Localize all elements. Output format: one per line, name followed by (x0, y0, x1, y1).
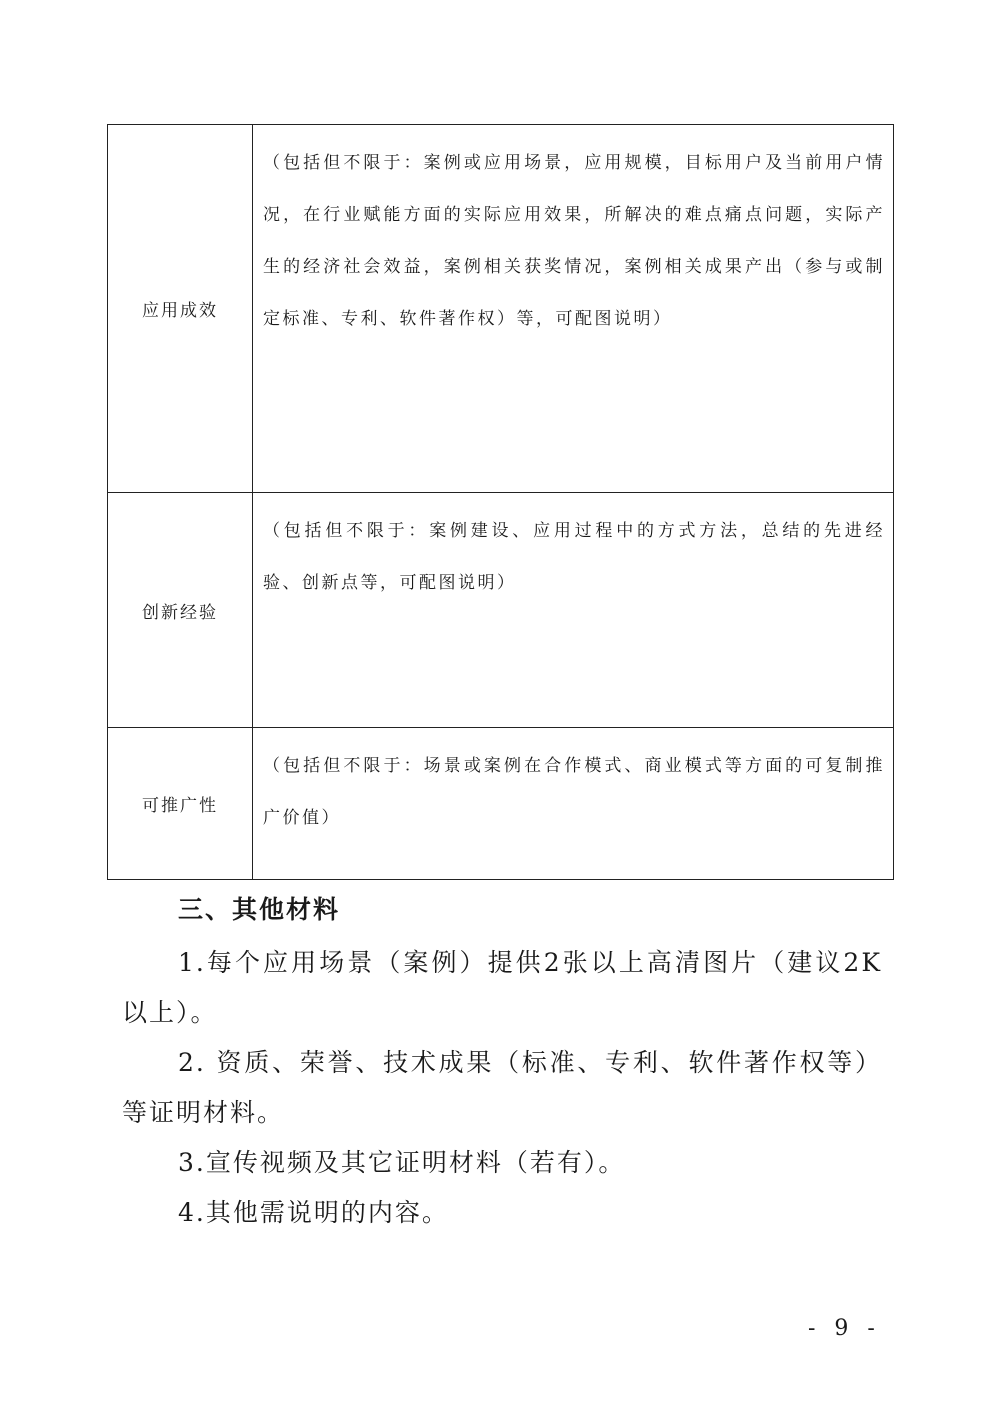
table-row (108, 125, 894, 493)
promotability-field[interactable] (253, 728, 894, 880)
table-row (108, 493, 894, 728)
row-hint-text: （包括但不限于：案例或应用场景，应用规模，目标用户及当前用户情况，在行业赋能方面的实际应用效果，所解决的难点痛点问题，实际产生的经济社会效益，案例相关获奖情况，案例相关成果产出（参与或制定标准、专利、软件著作权）等，可配图说明） (263, 153, 885, 329)
innovation-experience-field[interactable] (253, 493, 894, 728)
list-item: 1.每个应用场景（案例）提供2张以上高清图片（建议2K以上）。 (122, 948, 882, 1027)
list-item: 3.宣传视频及其它证明材料（若有）。 (178, 1148, 626, 1177)
list-item: 4.其他需说明的内容。 (178, 1198, 449, 1227)
application-form-table (107, 124, 894, 880)
row-label-innovation-experience: 创新经验 (108, 493, 253, 728)
row-label-promotability: 可推广性 (108, 728, 253, 880)
row-label-application-effect: 应用成效 (108, 125, 253, 493)
list-item: 2. 资质、荣誉、技术成果（标准、专利、软件著作权等）等证明材料。 (122, 1048, 882, 1127)
application-effect-field[interactable] (253, 125, 894, 493)
row-hint-text: （包括但不限于：场景或案例在合作模式、商业模式等方面的可复制推广价值） (263, 756, 885, 828)
page-number: - 9 - (808, 1316, 881, 1341)
section-heading: 三、其他材料 (178, 895, 341, 924)
table-row (108, 728, 894, 880)
section-body (122, 938, 882, 1238)
row-hint-text: （包括但不限于：案例建设、应用过程中的方式方法，总结的先进经验、创新点等，可配图说明） (263, 521, 885, 593)
